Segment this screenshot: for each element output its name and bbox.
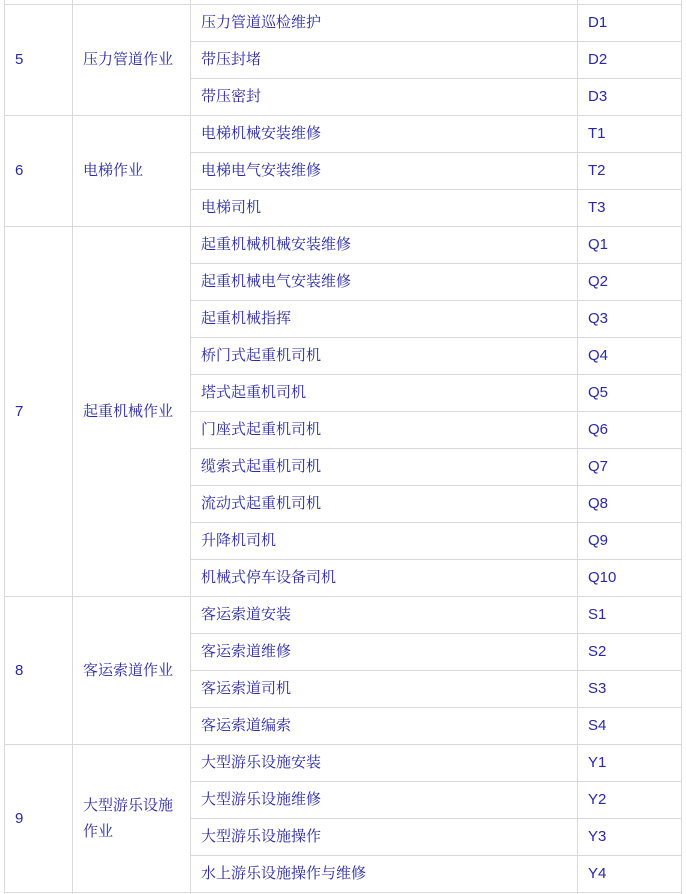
item-name-cell: 电梯电气安装维修 [191, 153, 578, 190]
item-code-cell: Q2 [578, 264, 682, 301]
item-code-cell: T3 [578, 190, 682, 227]
operations-table-body [5, 0, 682, 894]
item-name-cell: 电梯机械安装维修 [191, 116, 578, 153]
item-code-cell: Q5 [578, 375, 682, 412]
item-name-cell: 带压封堵 [191, 42, 578, 79]
item-name-cell: 升降机司机 [191, 523, 578, 560]
item-name-cell: 机械式停车设备司机 [191, 560, 578, 597]
item-code-cell: Q8 [578, 486, 682, 523]
item-code-cell: T1 [578, 116, 682, 153]
table-row [5, 227, 682, 264]
item-name-cell: 客运索道安装 [191, 597, 578, 634]
item-code-cell: D1 [578, 5, 682, 42]
row-number-cell: 8 [5, 597, 73, 745]
operations-table [4, 0, 682, 894]
row-number-cell: 6 [5, 116, 73, 227]
item-name-cell: 起重机械指挥 [191, 301, 578, 338]
table-row [5, 116, 682, 153]
item-code-cell: Y3 [578, 819, 682, 856]
item-code-cell: Y4 [578, 856, 682, 893]
item-name-cell: 客运索道编索 [191, 708, 578, 745]
table-row [5, 745, 682, 782]
item-code-cell: Y1 [578, 745, 682, 782]
item-name-cell: 电梯司机 [191, 190, 578, 227]
item-code-cell: Q10 [578, 560, 682, 597]
item-code-cell: S3 [578, 671, 682, 708]
item-name-cell: 起重机械电气安装维修 [191, 264, 578, 301]
item-name-cell: 大型游乐设施安装 [191, 745, 578, 782]
item-name-cell: 起重机械机械安装维修 [191, 227, 578, 264]
item-code-cell: S4 [578, 708, 682, 745]
table-row [5, 5, 682, 42]
item-name-cell: 客运索道司机 [191, 671, 578, 708]
item-code-cell: Q9 [578, 523, 682, 560]
item-name-cell: 缆索式起重机司机 [191, 449, 578, 486]
item-name-cell: 桥门式起重机司机 [191, 338, 578, 375]
category-cell: 客运索道作业 [73, 597, 191, 745]
item-name-cell: 塔式起重机司机 [191, 375, 578, 412]
item-name-cell: 水上游乐设施操作与维修 [191, 856, 578, 893]
item-code-cell: T2 [578, 153, 682, 190]
category-cell: 压力管道作业 [73, 5, 191, 116]
item-code-cell: Q7 [578, 449, 682, 486]
category-cell: 大型游乐设施作业 [73, 745, 191, 893]
item-name-cell: 客运索道维修 [191, 634, 578, 671]
row-number-cell: 7 [5, 227, 73, 597]
row-number-cell: 9 [5, 745, 73, 893]
item-code-cell: Q4 [578, 338, 682, 375]
item-name-cell: 大型游乐设施操作 [191, 819, 578, 856]
item-code-cell: S2 [578, 634, 682, 671]
item-name-cell: 门座式起重机司机 [191, 412, 578, 449]
item-name-cell: 带压密封 [191, 79, 578, 116]
item-code-cell: Q3 [578, 301, 682, 338]
item-code-cell: D2 [578, 42, 682, 79]
item-code-cell: Q1 [578, 227, 682, 264]
item-code-cell: Q6 [578, 412, 682, 449]
item-name-cell: 压力管道巡检维护 [191, 5, 578, 42]
row-number-cell: 5 [5, 5, 73, 116]
item-code-cell: S1 [578, 597, 682, 634]
category-cell: 起重机械作业 [73, 227, 191, 597]
item-name-cell: 大型游乐设施维修 [191, 782, 578, 819]
table-row [5, 597, 682, 634]
item-name-cell: 流动式起重机司机 [191, 486, 578, 523]
category-cell: 电梯作业 [73, 116, 191, 227]
item-code-cell: D3 [578, 79, 682, 116]
item-code-cell: Y2 [578, 782, 682, 819]
